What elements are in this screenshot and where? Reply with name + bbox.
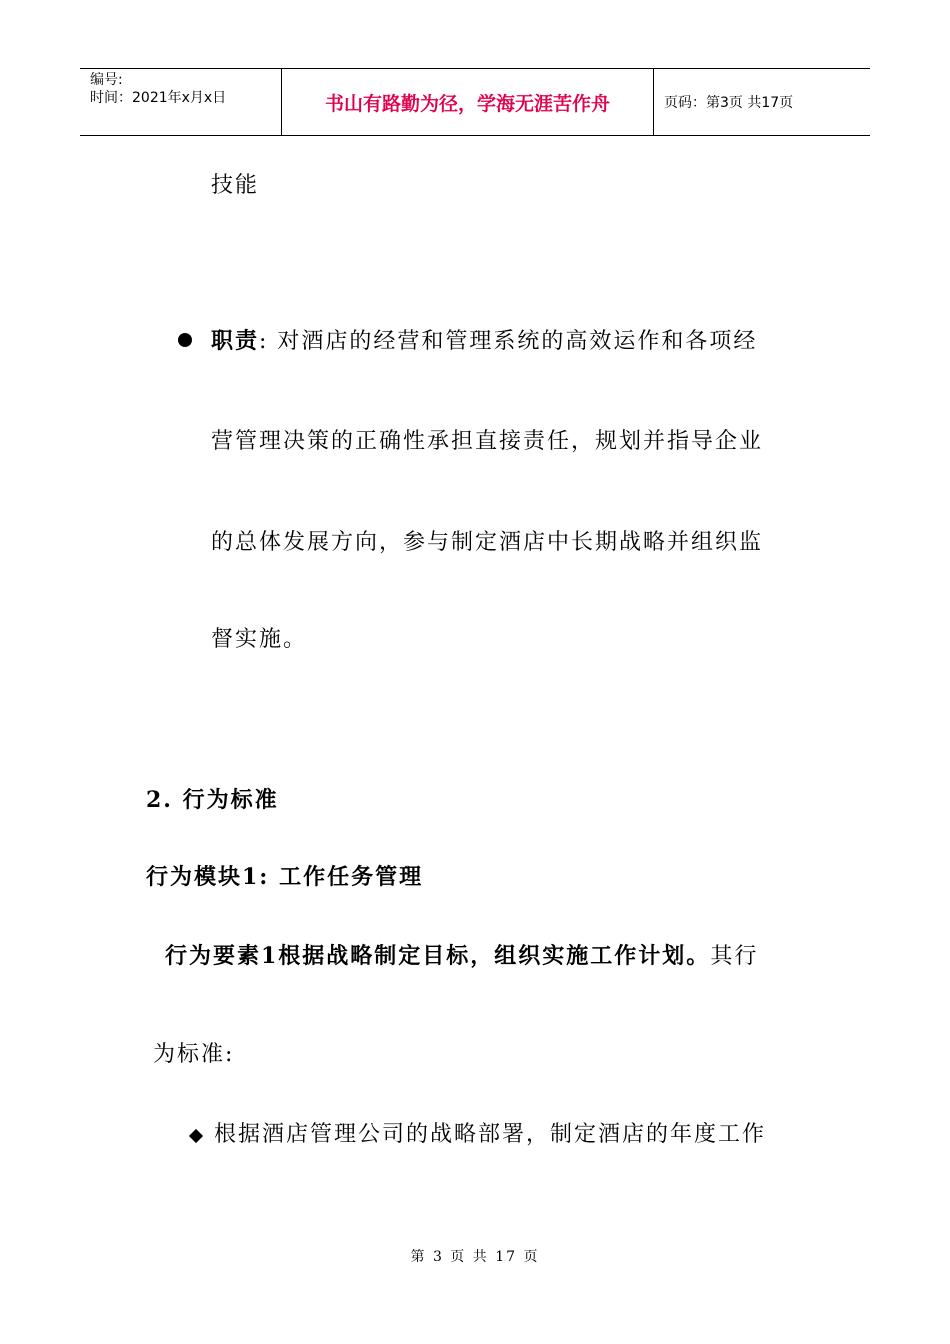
header-page-cell <box>654 69 870 135</box>
section-heading: 2. 行为标准 <box>146 787 279 813</box>
duty-paragraph-line-2: 营管理决策的正确性承担直接责任，规划并指导企业 <box>211 429 764 454</box>
duty-paragraph-line-4: 督实施。 <box>211 627 308 652</box>
duty-line1-rest: : 对酒店的经营和管理系统的高效运作和各项经 <box>259 329 758 354</box>
document-number-label: 编号: <box>90 72 123 88</box>
document-header <box>80 68 870 136</box>
behavior-element-line-1 <box>165 941 758 972</box>
module-heading: 行为模块1: 工作任务管理 <box>146 864 424 890</box>
document-time-label: 时间：2021年x月x日 <box>90 90 227 106</box>
behavior-element-rest: 其行 <box>710 944 759 969</box>
header-motto: 书山有路勤为径，学海无涯苦作舟 <box>324 92 610 115</box>
duty-paragraph-line-1 <box>211 326 757 357</box>
duty-label: 职责 <box>211 328 260 354</box>
page-footer: 第 3 页 共 17 页 <box>410 1249 540 1265</box>
behavior-element-title: 行为要素1根据战略制定目标，组织实施工作计划。 <box>165 943 711 969</box>
skill-text: 技能 <box>211 173 260 198</box>
header-motto-cell <box>282 69 654 135</box>
list-item-1: 根据酒店管理公司的战略部署，制定酒店的年度工作 <box>214 1122 767 1147</box>
header-page-info: 页码：第3页 共17页 <box>664 95 794 111</box>
behavior-element-line-2: 为标准: <box>153 1042 235 1067</box>
bullet-dot-icon <box>178 333 192 347</box>
duty-paragraph-line-3: 的总体发展方向，参与制定酒店中长期战略并组织监 <box>211 530 764 555</box>
header-meta-cell <box>80 69 282 135</box>
diamond-bullet-icon <box>189 1129 203 1143</box>
